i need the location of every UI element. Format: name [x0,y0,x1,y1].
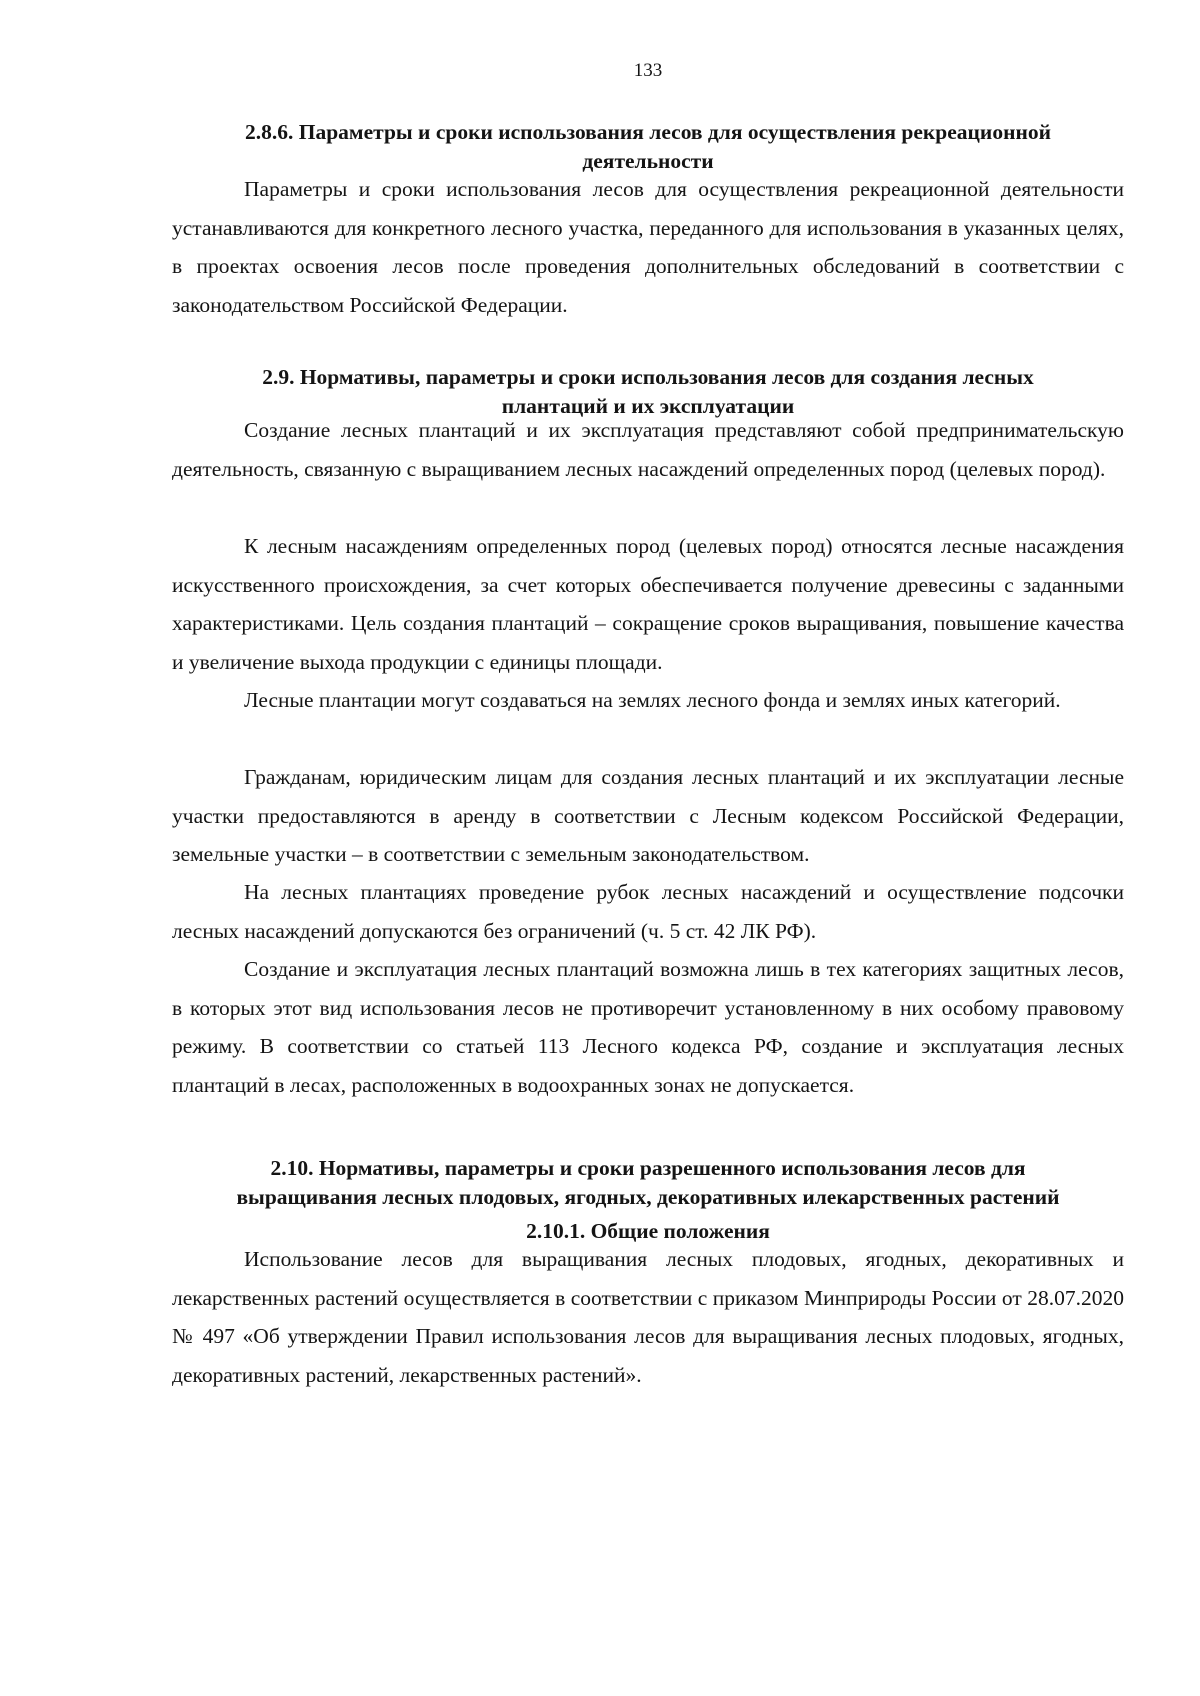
paragraph: К лесным насаждениям определенных пород (целевых пород) относятся лесные насаждения искусственного происхождения, за счет которых обеспечивается получение древесины с заданными характеристиками. Цель создания плантаций – сокращение сроков выращивания, повышение качества и увеличение выхода продукции с единицы площади. [172,534,1124,674]
heading-line: плантаций и их эксплуатации [501,394,795,418]
subsection-heading-2-10-1: 2.10.1. Общие положения [526,1219,770,1243]
heading-line: деятельности [582,149,714,173]
paragraph: Создание лесных плантаций и их эксплуатация представляют собой предпринимательскую деятельность, связанную с выращиванием лесных насаждений определенных пород (целевых пород). [172,418,1124,481]
paragraph: На лесных плантациях проведение рубок лесных насаждений и осуществление подсочки лесных насаждений допускаются без ограничений (ч. 5 ст. 42 ЛК РФ). [172,880,1124,943]
heading-line: 2.9. Нормативы, параметры и сроки использования лесов для создания лесных [262,365,1034,389]
paragraph: Использование лесов для выращивания лесных плодовых, ягодных, декоративных и лекарственных растений осуществляется в соответствии с приказом Минприроды России от 28.07.2020 № 497 «Об утверждении Правил использования лесов для выращивания лесных плодовых, ягодных, декоративных растений, лекарственных растений». [172,1247,1124,1387]
paragraph: Лесные плантации могут создаваться на землях лесного фонда и землях иных категорий. [244,688,1061,712]
paragraph: Параметры и сроки использования лесов для осуществления рекреационной деятельности устанавливаются для конкретного лесного участка, переданного для использования в указанных целях, в проектах освоения лесов после проведения дополнительных обследований в соответствии с законодательством Российской Федерации. [172,177,1124,317]
heading-line: 2.8.6. Параметры и сроки использования лесов для осуществления рекреационной [245,120,1051,144]
paragraph: Создание и эксплуатация лесных плантаций возможна лишь в тех категориях защитных лесов, в которых этот вид использования лесов не противоречит установленному в них особому правовому режиму. В соответствии со статьей 113 Лесного кодекса РФ, создание и эксплуатация лесных плантаций в лесах, расположенных в водоохранных зонах не допускается. [172,957,1124,1097]
section-heading-2-8-6 [172,118,1124,176]
heading-line: 2.10. Нормативы, параметры и сроки разрешенного использования лесов для [270,1156,1026,1180]
heading-line: выращивания лесных плодовых, ягодных, декоративных илекарственных растений [236,1185,1060,1209]
paragraph: Гражданам, юридическим лицам для создания лесных плантаций и их эксплуатации лесные участки предоставляются в аренду в соответствии с Лесным кодексом Российской Федерации, земельные участки – в соответствии с земельным законодательством. [172,765,1124,866]
section-heading-2-10 [172,1154,1124,1212]
page-number: 133 [633,60,663,81]
